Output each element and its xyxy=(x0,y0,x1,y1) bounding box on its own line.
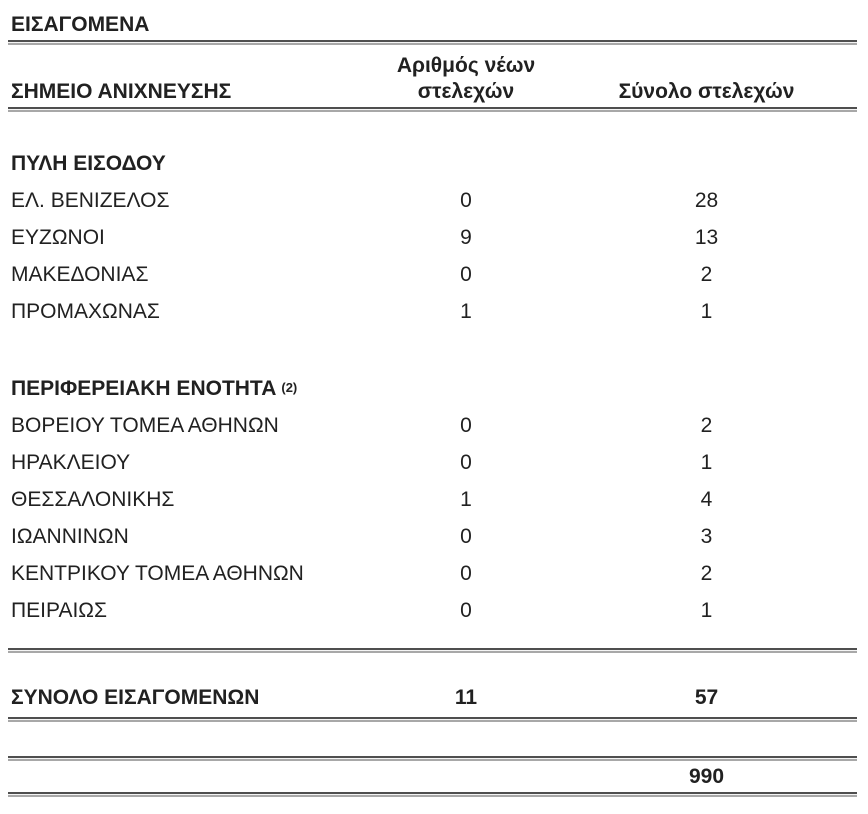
section-title: ΠΕΡΙΦΕΡΕΙΑΚΗ ΕΝΟΤΗΤΑ xyxy=(11,376,277,400)
spacer xyxy=(8,330,857,370)
table-row xyxy=(8,444,857,481)
table-row xyxy=(8,592,857,629)
new-strains-value: 0 xyxy=(460,524,472,548)
new-strains-value: 1 xyxy=(460,487,472,511)
total-strains-value: 28 xyxy=(694,188,719,212)
section-title: ΠΥΛΗ ΕΙΣΟΔΟΥ xyxy=(11,151,166,175)
new-strains-value: 0 xyxy=(460,262,472,286)
totals-new-strains-value: 11 xyxy=(454,686,478,709)
total-strains-value: 2 xyxy=(700,262,713,286)
row-label: ΚΕΝΤΡΙΚΟΥ ΤΟΜΕΑ ΑΘΗΝΩΝ xyxy=(11,561,304,585)
page-title: ΕΙΣΑΓΟΜΕΝΑ xyxy=(11,13,150,36)
column-header-new-strains-line2: στελεχών xyxy=(417,80,515,103)
column-header-detection-point: ΣΗΜΕΙΟ ΑΝΙΧΝΕΥΣΗΣ xyxy=(11,80,232,103)
table-row xyxy=(8,407,857,444)
row-label: ΠΕΙΡΑΙΩΣ xyxy=(11,598,107,622)
total-strains-value: 2 xyxy=(700,561,713,585)
row-label: ΕΛ. ΒΕΝΙΖΕΛΟΣ xyxy=(11,188,170,212)
row-label: ΙΩΑΝΝΙΝΩΝ xyxy=(11,524,129,548)
footnote-superscript: (2) xyxy=(281,380,298,395)
grand-total-row xyxy=(8,761,857,792)
totals-label: ΣΥΝΟΛΟ ΕΙΣΑΓΟΜΕΝΩΝ xyxy=(11,686,260,709)
table-row xyxy=(8,555,857,592)
new-strains-value: 0 xyxy=(460,413,472,437)
total-strains-value: 13 xyxy=(694,225,719,249)
table-row xyxy=(8,293,857,330)
new-strains-value: 0 xyxy=(460,598,472,622)
row-label: ΜΑΚΕΔΟΝΙΑΣ xyxy=(11,262,149,286)
total-strains-value: 1 xyxy=(700,299,713,323)
total-strains-value: 4 xyxy=(700,487,713,511)
table-header-row xyxy=(8,45,857,107)
row-label: ΒΟΡΕΙΟΥ ΤΟΜΕΑ ΑΘΗΝΩΝ xyxy=(11,413,279,437)
table-row xyxy=(8,481,857,518)
table-row xyxy=(8,219,857,256)
grand-total-bottom-rule xyxy=(8,792,857,797)
column-header-new-strains xyxy=(376,53,556,107)
totals-row xyxy=(8,679,857,717)
section-header-entry-gate xyxy=(8,145,857,182)
total-strains-value: 1 xyxy=(700,450,713,474)
totals-total-strains-value: 57 xyxy=(694,686,719,709)
row-label: ΕΥΖΩΝΟΙ xyxy=(11,225,105,249)
column-header-total-strains: Σύνολο στελεχών xyxy=(618,80,795,103)
section-header-regional-unit xyxy=(8,370,857,407)
table-row xyxy=(8,256,857,293)
row-label: ΗΡΑΚΛΕΙΟΥ xyxy=(11,450,131,474)
total-strains-value: 1 xyxy=(700,598,713,622)
spacer xyxy=(8,112,857,145)
table-row xyxy=(8,182,857,219)
spacer xyxy=(8,722,857,756)
row-label: ΠΡΟΜΑΧΩΝΑΣ xyxy=(11,299,160,323)
grand-total-value: 990 xyxy=(688,764,725,788)
spacer xyxy=(8,629,857,648)
total-strains-value: 3 xyxy=(700,524,713,548)
total-strains-value: 2 xyxy=(700,413,713,437)
column-header-new-strains-line1: Αριθμός νέων xyxy=(396,54,536,77)
row-label: ΘΕΣΣΑΛΟΝΙΚΗΣ xyxy=(11,487,175,511)
spacer xyxy=(8,653,857,679)
new-strains-value: 1 xyxy=(460,299,472,323)
new-strains-value: 0 xyxy=(460,561,472,585)
new-strains-value: 0 xyxy=(460,450,472,474)
new-strains-value: 0 xyxy=(460,188,472,212)
table-row xyxy=(8,518,857,555)
new-strains-value: 9 xyxy=(460,225,472,249)
